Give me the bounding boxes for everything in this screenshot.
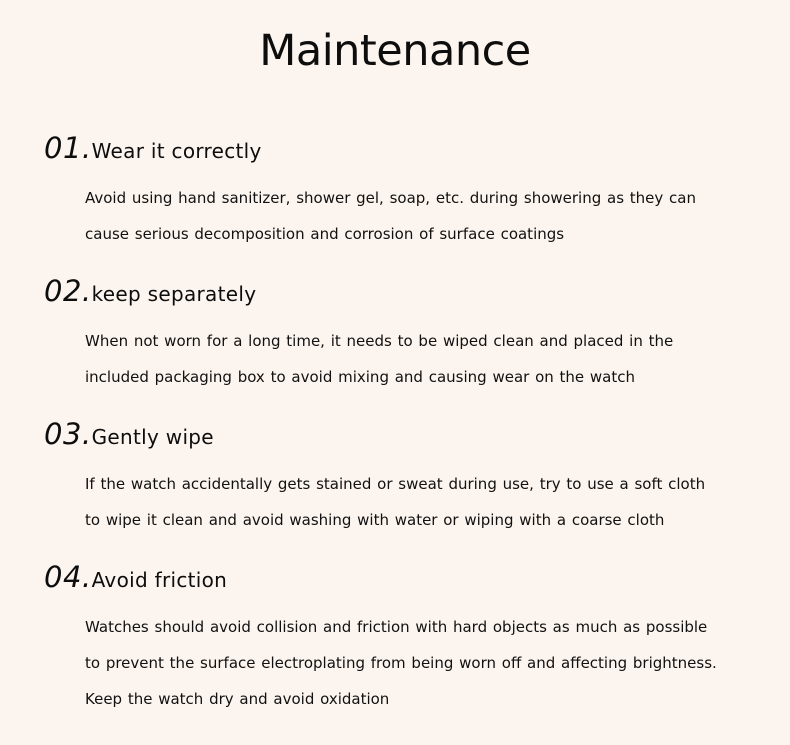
body-line: If the watch accidentally gets stained or sweat during use, try to use a soft cloth (85, 475, 706, 493)
section-number: 02. (44, 274, 92, 308)
section-number: 03. (44, 417, 92, 451)
section-keep-separately (44, 273, 764, 395)
body-line: cause serious decomposition and corrosion of surface coatings (85, 225, 565, 243)
section-title: Gently wipe (91, 425, 214, 449)
body-line: Watches should avoid collision and friction with hard objects as much as possible (85, 618, 708, 636)
body-line: When not worn for a long time, it needs to be wiped clean and placed in the (85, 332, 674, 350)
section-body (85, 609, 765, 717)
section-body (85, 323, 765, 395)
section-gently-wipe (44, 416, 764, 538)
section-number: 01. (44, 131, 92, 165)
section-body (85, 466, 765, 538)
section-heading (44, 130, 764, 166)
section-heading (44, 273, 764, 309)
section-number: 04. (44, 560, 92, 594)
section-avoid-friction (44, 559, 764, 717)
section-wear-it-correctly (44, 130, 764, 252)
body-line: Keep the watch dry and avoid oxidation (85, 690, 390, 708)
page-title: Maintenance (259, 26, 531, 76)
section-title: Avoid friction (91, 568, 228, 592)
section-title: keep separately (91, 282, 257, 306)
section-title: Wear it correctly (91, 139, 262, 163)
body-line: Avoid using hand sanitizer, shower gel, soap, etc. during showering as they can (85, 189, 696, 207)
body-line: included packaging box to avoid mixing and causing wear on the watch (85, 368, 635, 386)
section-heading (44, 559, 764, 595)
section-body (85, 180, 765, 252)
body-line: to prevent the surface electroplating from being worn off and affecting brightness. (85, 654, 717, 672)
section-heading (44, 416, 764, 452)
body-line: to wipe it clean and avoid washing with water or wiping with a coarse cloth (85, 511, 665, 529)
